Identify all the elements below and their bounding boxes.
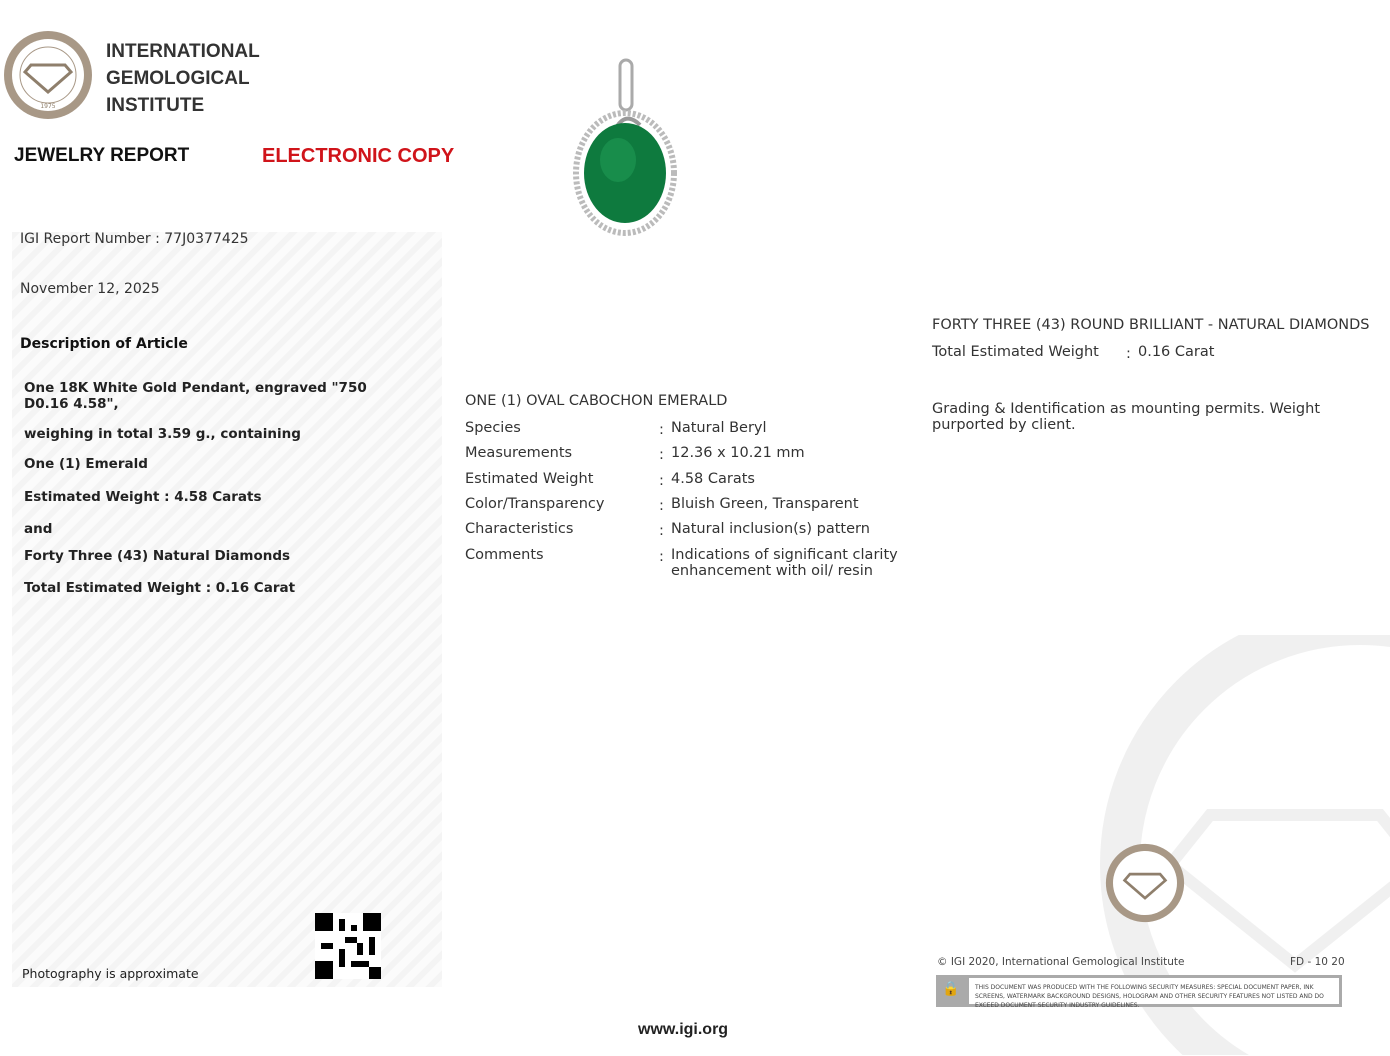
form-code: FD - 10 20 bbox=[1290, 956, 1345, 968]
colon: : bbox=[659, 523, 664, 539]
total-weight-value: 0.16 Carat bbox=[1138, 344, 1215, 360]
spec-value: Bluish Green, Transparent bbox=[671, 496, 859, 512]
diamonds-heading: FORTY THREE (43) ROUND BRILLIANT - NATURAL DIAMONDS bbox=[932, 317, 1370, 333]
spec-value: Natural inclusion(s) pattern bbox=[671, 521, 870, 537]
description-line: Estimated Weight : 4.58 Carats bbox=[24, 489, 262, 505]
organization-name bbox=[106, 38, 260, 119]
report-number: IGI Report Number : 77J0377425 bbox=[20, 231, 249, 247]
description-line: and bbox=[24, 521, 53, 537]
spec-value: 12.36 x 10.21 mm bbox=[671, 445, 805, 461]
colon: : bbox=[659, 549, 664, 565]
security-text: THIS DOCUMENT WAS PRODUCED WITH THE FOLLOWING SECURITY MEASURES: SPECIAL DOCUMENT PAPER, INK SCREENS, WATERMARK BACKGROUND DESIGNS, HOLOGRAM AND OTHER SECURITY FEATURES NOT LISTED AND DO EXCEED DOCUMENT SECURITY INDUSTRY GUIDELINES. bbox=[969, 978, 1339, 1004]
spec-value: 4.58 Carats bbox=[671, 471, 755, 487]
colon: : bbox=[1126, 346, 1131, 362]
copyright: © IGI 2020, International Gemological Institute bbox=[937, 956, 1185, 968]
security-notice bbox=[936, 975, 1342, 1007]
colon: : bbox=[659, 447, 664, 463]
spec-label: Species bbox=[465, 420, 521, 436]
spec-label: Characteristics bbox=[465, 521, 574, 537]
spec-value: Natural Beryl bbox=[671, 420, 767, 436]
electronic-copy-label: ELECTRONIC COPY bbox=[262, 145, 455, 167]
total-weight-label: Total Estimated Weight bbox=[932, 344, 1099, 360]
org-line: INTERNATIONAL bbox=[106, 41, 260, 62]
description-line: One (1) Emerald bbox=[24, 456, 148, 472]
igi-small-seal bbox=[1105, 843, 1185, 923]
report-date: November 12, 2025 bbox=[20, 281, 160, 297]
description-line: One 18K White Gold Pendant, engraved "750 D0.16 4.58", bbox=[24, 380, 367, 412]
spec-label: Measurements bbox=[465, 445, 573, 461]
description-line: Total Estimated Weight : 0.16 Carat bbox=[24, 580, 296, 596]
spec-value: Indications of significant clarity enhancement with oil/ resin bbox=[671, 547, 898, 579]
description-line: weighing in total 3.59 g., containing bbox=[24, 426, 301, 442]
photo-note: Photography is approximate bbox=[22, 966, 199, 981]
svg-text:1975: 1975 bbox=[40, 103, 56, 110]
pendant-photo bbox=[570, 55, 680, 240]
colon: : bbox=[659, 473, 664, 489]
description-line: Forty Three (43) Natural Diamonds bbox=[24, 548, 291, 564]
description-heading: Description of Article bbox=[20, 336, 188, 352]
spec-label: Comments bbox=[465, 547, 544, 563]
spec-label: Color/Transparency bbox=[465, 496, 605, 512]
grading-note: Grading & Identification as mounting permits. Weight purported by client. bbox=[932, 401, 1321, 433]
lock-icon: 🔒 bbox=[942, 981, 960, 997]
spec-label: Estimated Weight bbox=[465, 471, 594, 487]
org-line: GEMOLOGICAL bbox=[106, 68, 250, 89]
colon: : bbox=[659, 498, 664, 514]
colon: : bbox=[659, 422, 664, 438]
website-link[interactable]: www.igi.org bbox=[638, 1021, 729, 1038]
igi-seal-logo bbox=[3, 30, 93, 120]
report-title: JEWELRY REPORT bbox=[14, 145, 190, 166]
qr-code[interactable] bbox=[315, 913, 381, 979]
emerald-heading: ONE (1) OVAL CABOCHON EMERALD bbox=[465, 393, 728, 409]
org-line: INSTITUTE bbox=[106, 95, 205, 116]
